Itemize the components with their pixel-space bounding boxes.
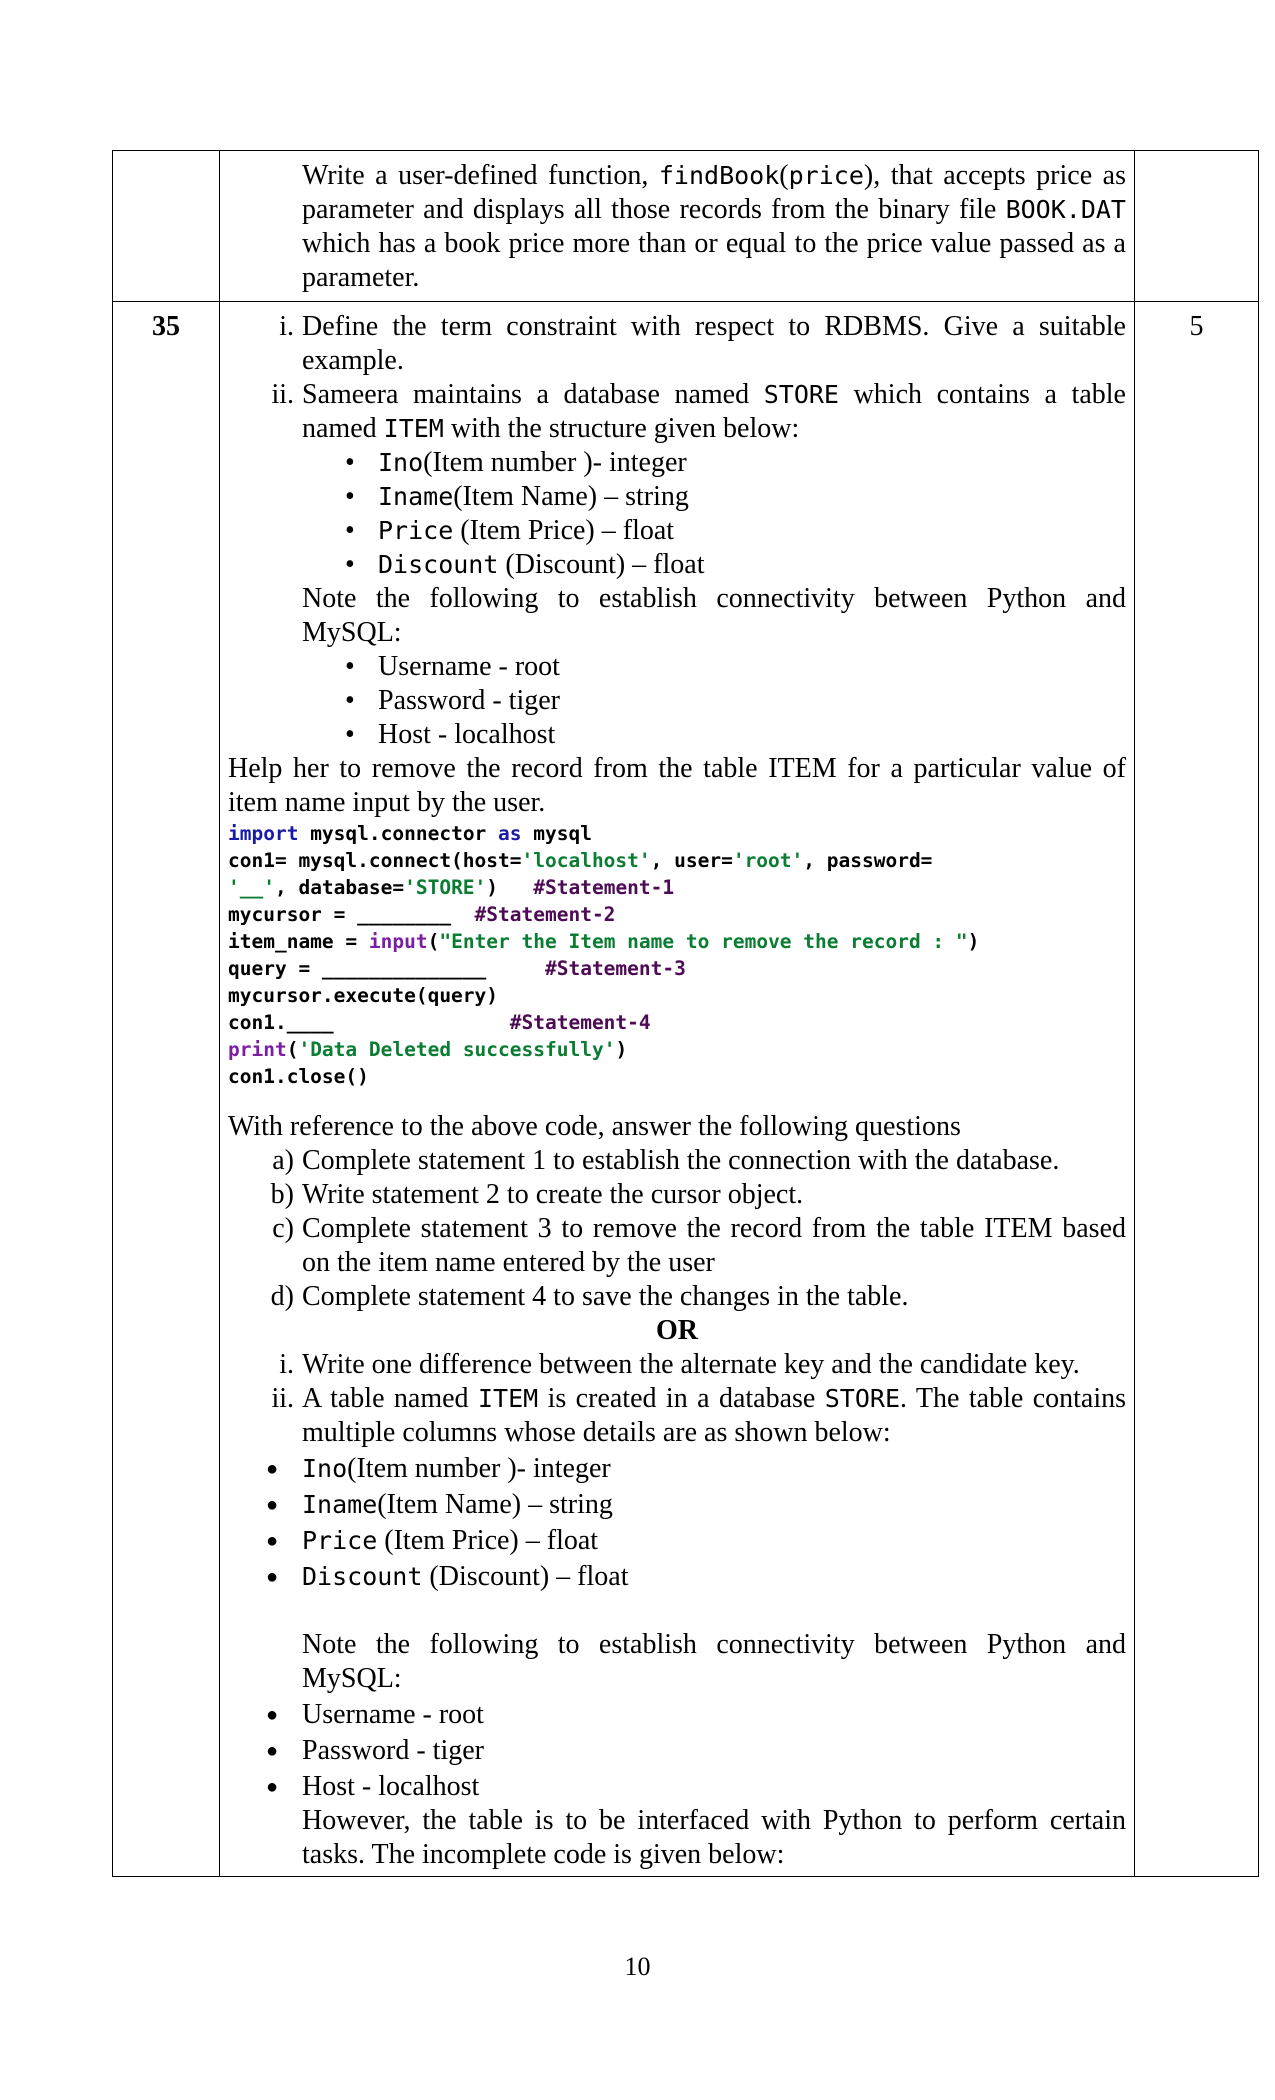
- answer-intro: With reference to the above code, answer the following questions: [228, 1111, 961, 1142]
- marks-value: 5: [1135, 302, 1259, 1877]
- subpart-d: d) Complete statement 4 to save the changes in the table.: [270, 1281, 909, 1312]
- field-item: • Discount (Discount) – float: [228, 548, 1126, 582]
- table-row-question-35: [113, 302, 1259, 1877]
- subpart-b: b) Write statement 2 to create the cursor object.: [270, 1179, 804, 1210]
- question-number: 35: [113, 302, 220, 1877]
- part-ii-intro: ii. Sameera maintains a database named STORE which contains a table named ITEM with the structure given below:: [271, 379, 1126, 444]
- field-item: • Ino(Item number )- integer: [228, 446, 1126, 480]
- question-body-cell: [220, 151, 1135, 302]
- qnum-cell-empty: [113, 151, 220, 302]
- alt-field-item: ● Price (Item Price) – float: [228, 1524, 1126, 1558]
- credential-item: • Password - tiger: [228, 684, 1126, 718]
- alt-field-item: ● Discount (Discount) – float: [228, 1560, 1126, 1594]
- question-table: [112, 150, 1259, 1877]
- credential-item: • Host - localhost: [228, 718, 1126, 752]
- alt-closing-text: However, the table is to be interfaced with Python to perform certain tasks. The incomplete code is given below:: [302, 1805, 1126, 1870]
- part-i: i. Define the term constraint with respect to RDBMS. Give a suitable example.: [279, 311, 1126, 376]
- alt-credential-item: ● Username - root: [228, 1698, 1126, 1732]
- python-code-block: import mysql.connector as mysql con1= mysql.connect(host='localhost', user='root', password= '__', database='STORE') #Statement-1 mycursor = ________ #Statement-2 item_name = input("Enter the Item name to remove the record : ") query = ______________ #Statement-3 mycursor.execute(query) con1.____ #Statement-4 print('Data Deleted successfully') con1.close(): [228, 822, 980, 1088]
- page-number: 10: [624, 1952, 651, 1981]
- alt-connectivity-note: Note the following to establish connectivity between Python and MySQL:: [302, 1629, 1126, 1694]
- help-text: Help her to remove the record from the table ITEM for a particular value of item name input by the user.: [228, 753, 1126, 818]
- subpart-a: a) Complete statement 1 to establish the connection with the database.: [272, 1145, 1060, 1176]
- field-item: • Iname(Item Name) – string: [228, 480, 1126, 514]
- credential-item: • Username - root: [228, 650, 1126, 684]
- or-divider: OR: [656, 1315, 698, 1346]
- alt-credential-item: ● Host - localhost: [228, 1770, 1126, 1804]
- connectivity-note: Note the following to establish connectivity between Python and MySQL:: [302, 583, 1126, 648]
- field-item: • Price (Item Price) – float: [228, 514, 1126, 548]
- alt-part-i: i. Write one difference between the alternate key and the candidate key.: [279, 1349, 1080, 1380]
- subpart-c: c) Complete statement 3 to remove the record from the table ITEM based on the item name entered by the user: [272, 1213, 1126, 1278]
- alt-credential-item: ● Password - tiger: [228, 1734, 1126, 1768]
- table-row-continuation: [113, 151, 1259, 302]
- alt-field-item: ● Ino(Item number )- integer: [228, 1452, 1126, 1486]
- alt-part-ii-intro: ii. A table named ITEM is created in a database STORE. The table contains multiple columns whose details are as shown below:: [271, 1383, 1127, 1448]
- question-35-body: [220, 302, 1135, 1877]
- findbook-question-text: Write a user-defined function, findBook(price), that accepts price as parameter and displays all those records from the binary file BOOK.DAT which has a book price more than or equal to the price value passed as a parameter.: [302, 160, 1126, 293]
- alt-field-item: ● Iname(Item Name) – string: [228, 1488, 1126, 1522]
- marks-cell-empty: [1135, 151, 1259, 302]
